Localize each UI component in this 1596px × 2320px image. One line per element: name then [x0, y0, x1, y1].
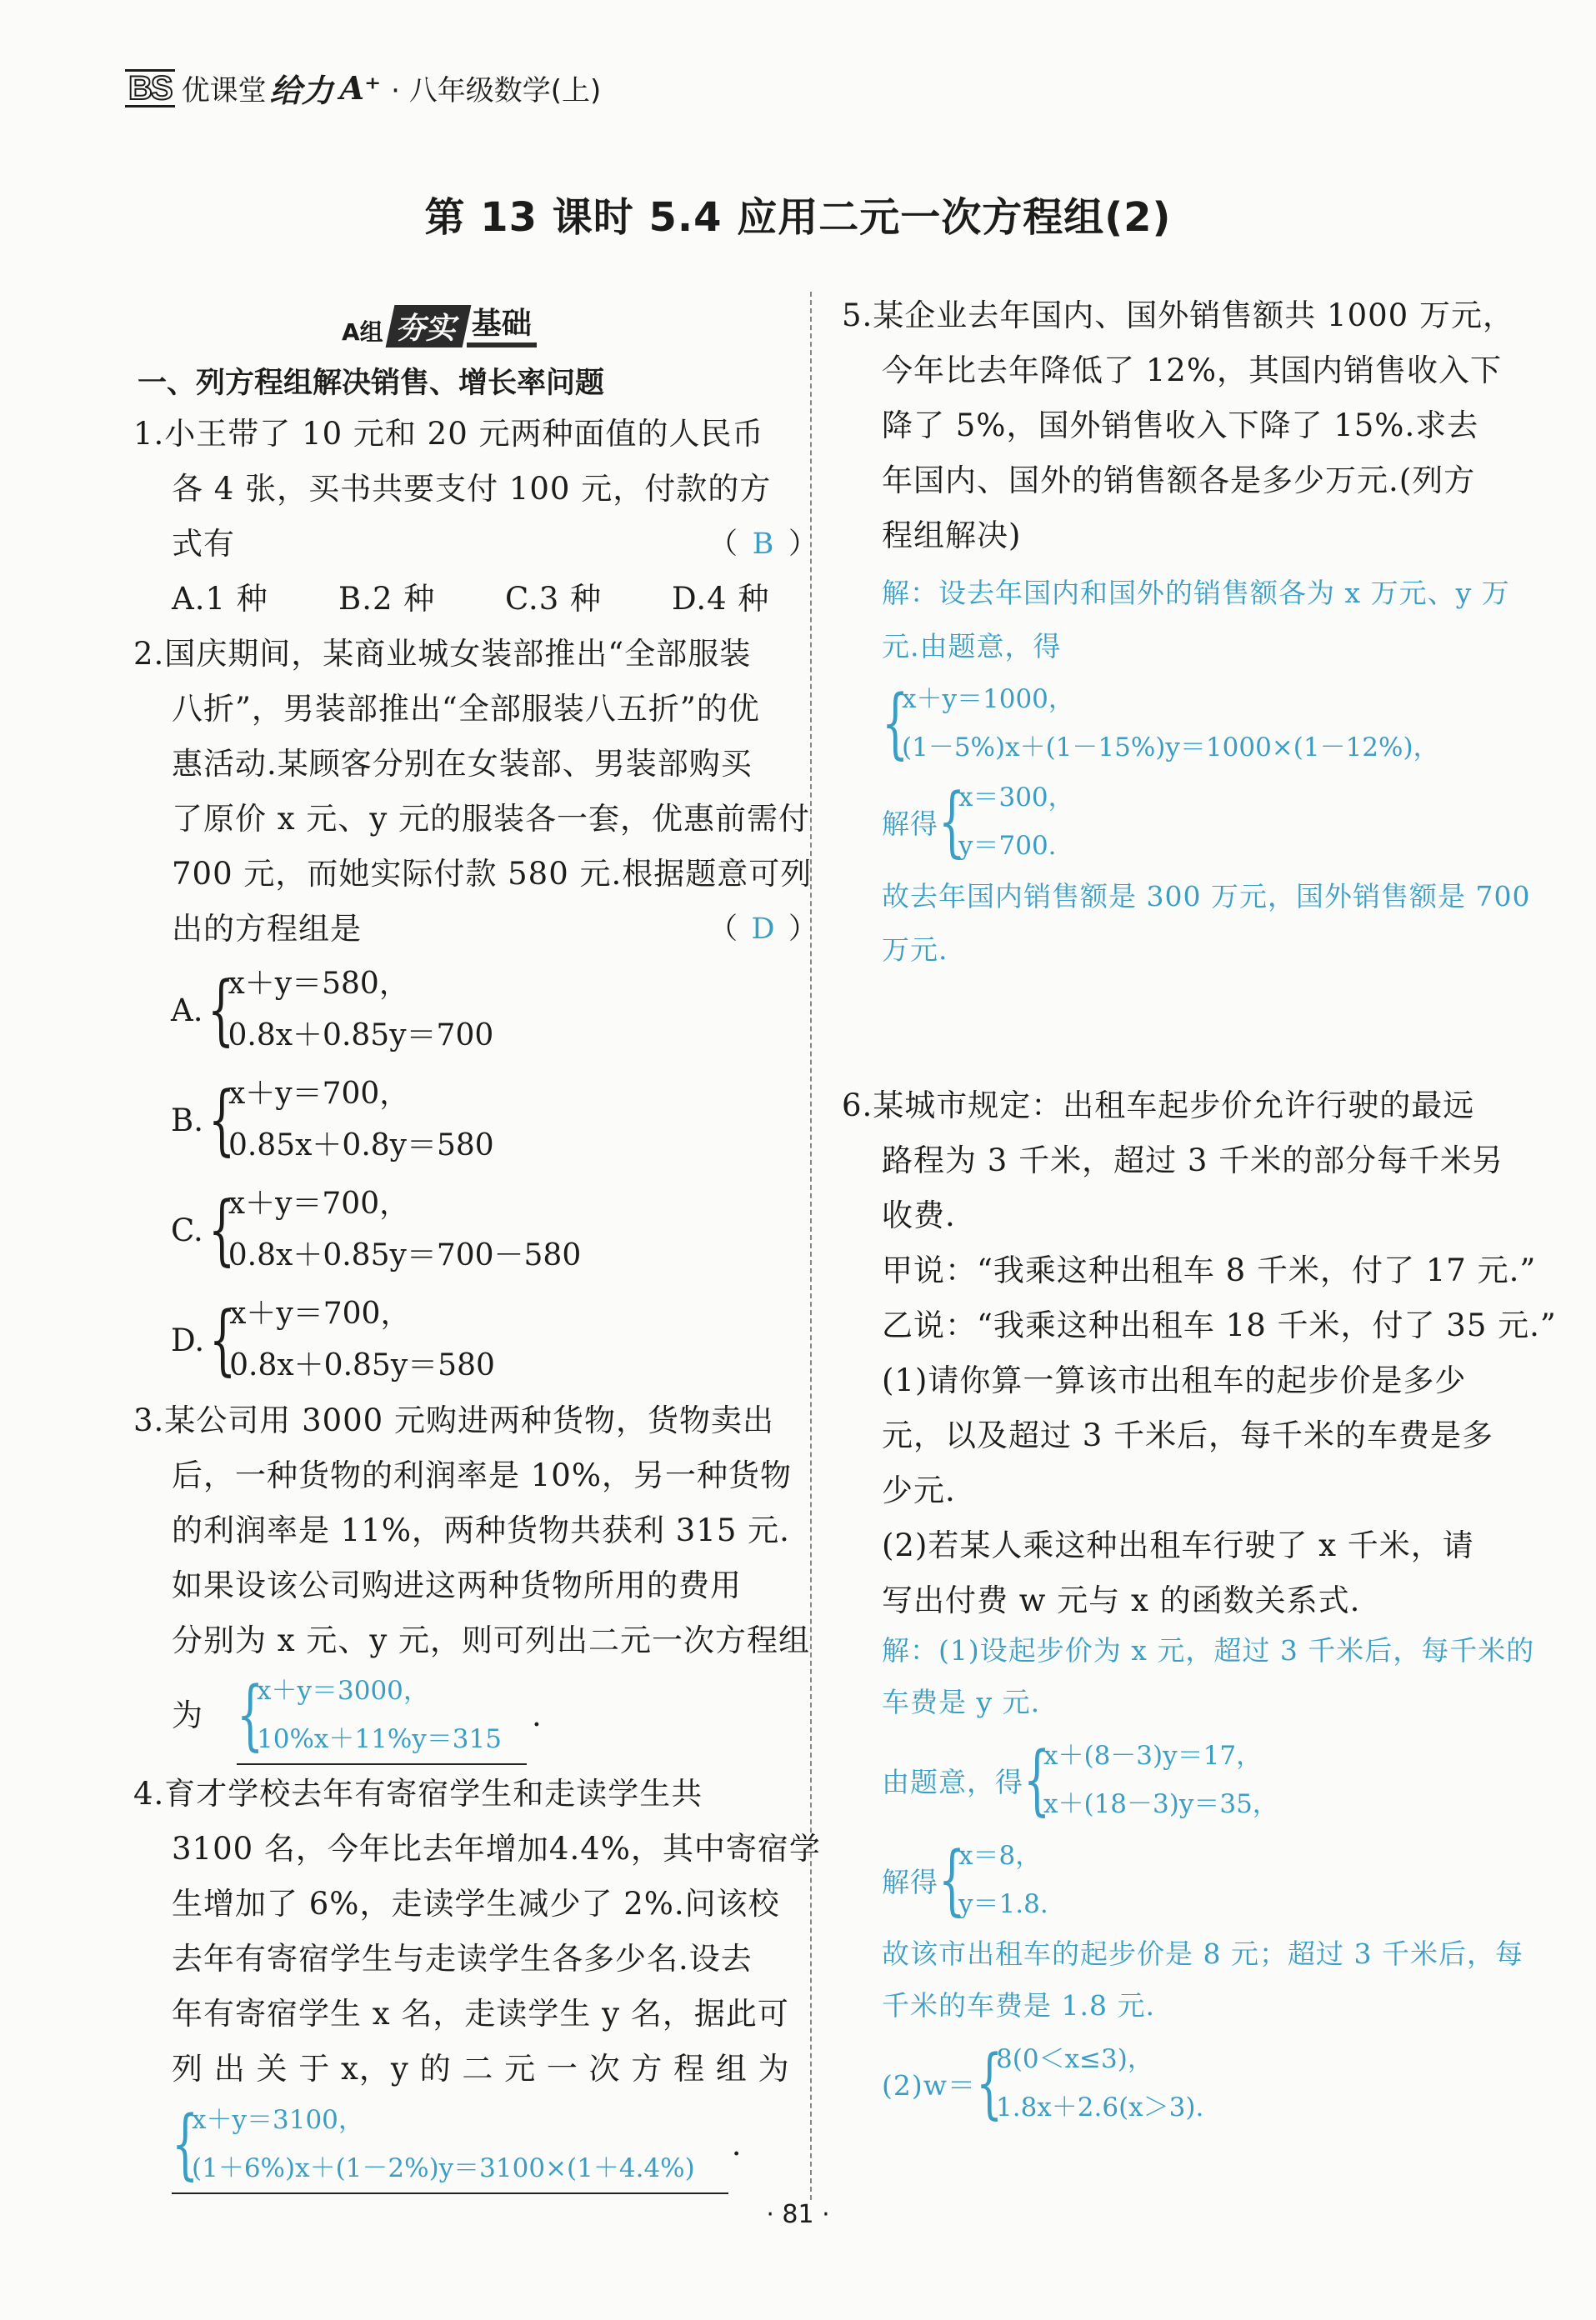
q3-suffix: . — [531, 1698, 543, 1733]
q6-line: (2)若某人乘这种出租车行驶了 x 千米，请 — [882, 1528, 1474, 1563]
q6-function — [882, 2035, 1534, 2132]
solved-label: 解得 — [882, 1865, 938, 1898]
question-3 — [133, 1393, 810, 1668]
q2-option-c — [171, 1178, 581, 1282]
question-5 — [842, 288, 1514, 563]
equation: x＋y＝700， — [228, 1187, 410, 1221]
q6-line: 少元. — [882, 1472, 956, 1508]
q1-line: 各 4 张，买书共要支付 100 元，付款的方 — [172, 471, 772, 507]
brace-icon: { — [1023, 1735, 1051, 1824]
q5-line: 程组解决) — [882, 518, 1022, 553]
conclusion-line: 万元. — [882, 933, 948, 966]
page-number: · 81 · — [766, 2200, 830, 2229]
group-label: A组 — [342, 318, 383, 346]
solved-label: 解得 — [882, 807, 938, 840]
series-name: 优课堂 — [181, 74, 267, 108]
brace-icon: { — [172, 2099, 199, 2188]
q3-prefix: 为 — [172, 1698, 203, 1733]
equation: 0.85x＋0.8y＝580 — [228, 1128, 494, 1162]
q4-answer — [172, 2096, 742, 2194]
q6-result — [882, 1832, 1534, 1928]
q2-option-a — [171, 958, 493, 1062]
question-2 — [133, 627, 819, 957]
q2-line: 了原价 x 元、y 元的服装各一套，优惠前需付 — [172, 801, 811, 837]
piecewise-equation: 8(0＜x≤3)， — [996, 2044, 1153, 2074]
by-label: 由题意，得 — [882, 1765, 1023, 1798]
answer-equation: x＋(8－3)y＝17， — [1043, 1741, 1263, 1771]
q1-answer-value: B — [752, 528, 775, 561]
answer-equation: x＋y＝3000， — [257, 1676, 429, 1706]
result-equation: x＝300， — [958, 782, 1074, 812]
q3-line: 如果设该公司购进这两种货物所用的费用 — [172, 1568, 742, 1603]
lesson-title: 第 13 课时 5.4 应用二元一次方程组(2) — [424, 194, 1172, 241]
q2-line — [133, 902, 819, 957]
q2-line: 700 元，而她实际付款 580 元.根据题意可列 — [172, 856, 813, 892]
answer-equation: x＋y＝1000， — [902, 684, 1074, 714]
q2-answer-value: D — [751, 912, 776, 946]
q4-line: 列 出 关 于 x，y 的 二 元 一 次 方 程 组 为 — [172, 2051, 790, 2087]
q5-system — [882, 675, 1530, 772]
section-heading: 一、列方程组解决销售、增长率问题 — [138, 367, 605, 400]
option-label: B. — [171, 1102, 203, 1138]
q4-line: 去年有寄宿学生与走读学生各多少名.设去 — [172, 1941, 753, 1977]
q6-line: 甲说：“我乘这种出租车 8 千米，付了 17 元.” — [882, 1252, 1537, 1288]
q6-line: 元，以及超过 3 千米后，每千米的车费是多 — [882, 1418, 1494, 1453]
answer-equation: x＋(18－3)y＝35， — [1043, 1789, 1278, 1819]
q4-answer-system — [172, 2096, 728, 2194]
q2-line: 惠活动.某顾客分别在女装部、男装部购买 — [172, 746, 753, 782]
brace-icon: { — [938, 1835, 966, 1924]
q3-answer — [172, 1667, 543, 1765]
book-name: · 八年级数学(上) — [391, 74, 602, 108]
q5-line: 年国内、国外的销售额各是多少万元.(列方 — [882, 462, 1476, 498]
solution-line: 解：设去年国内和国外的销售额各为 x 万元、y 万 — [882, 577, 1510, 609]
q6-line: 写出付费 w 元与 x 的函数关系式. — [882, 1582, 1361, 1618]
q3-line: 的利润率是 11%，两种货物共获利 315 元. — [172, 1512, 790, 1548]
q5-line: 5.某企业去年国内、国外销售额共 1000 万元， — [842, 298, 1514, 333]
book-header — [125, 65, 601, 111]
equation: x＋y＝700， — [228, 1077, 410, 1111]
result-equation: y＝1.8. — [958, 1889, 1048, 1919]
answer-equation: (1＋6%)x＋(1－2%)y＝3100×(1＋4.4%) — [192, 2153, 695, 2183]
q2-answer: （ D ） — [708, 902, 818, 957]
q1-option-b: B.2 种 — [338, 581, 436, 617]
q4-line: 生增加了 6%，走读学生减少了 2%.问该校 — [172, 1886, 780, 1922]
q1-line: 1.小王带了 10 元和 20 元两种面值的人民币 — [133, 416, 764, 452]
q3-line: 3.某公司用 3000 元购进两种货物，货物卖出 — [133, 1402, 774, 1438]
q3-answer-system — [237, 1667, 527, 1765]
q1-line — [133, 517, 838, 572]
brace-icon: { — [208, 1185, 235, 1274]
q6-line: 收费. — [882, 1198, 956, 1233]
q2-option-b — [171, 1068, 494, 1172]
group-main: 夯实 — [385, 305, 471, 348]
q3-line: 后，一种货物的利润率是 10%，另一种货物 — [172, 1458, 792, 1493]
part2-label: (2)w＝ — [882, 2068, 976, 2102]
q4-line: 3100 名，今年比去年增加4.4%，其中寄宿学 — [172, 1831, 821, 1867]
option-label: A. — [171, 992, 203, 1028]
q1-line-text: 式有 — [172, 526, 235, 562]
group-tail: 基础 — [467, 300, 537, 348]
group-badge — [342, 300, 537, 348]
solution-line: 元.由题意，得 — [882, 630, 1062, 662]
brace-icon: { — [882, 678, 909, 768]
brace-icon: { — [237, 1670, 264, 1759]
q6-system — [882, 1732, 1534, 1828]
brace-icon: { — [209, 1295, 237, 1384]
option-label: C. — [171, 1212, 203, 1248]
answer-equation: 10%x＋11%y＝315 — [257, 1724, 502, 1754]
piecewise-equation: 1.8x＋2.6(x＞3). — [996, 2092, 1204, 2122]
q5-line: 降了 5%，国外销售收入下降了 15%.求去 — [882, 408, 1479, 443]
q1-option-d: D.4 种 — [672, 581, 770, 617]
question-4 — [133, 1767, 821, 2097]
brand-mark: 给力 — [269, 72, 333, 109]
brand-plus: A⁺ — [339, 69, 382, 107]
conclusion-line: 千米的车费是 1.8 元. — [882, 1989, 1155, 2022]
result-equation: y＝700. — [958, 831, 1057, 861]
brace-icon: { — [976, 2038, 1003, 2128]
q4-line: 4.育才学校去年有寄宿学生和走读学生共 — [133, 1776, 703, 1812]
option-label: D. — [171, 1322, 205, 1358]
q5-result — [882, 773, 1530, 870]
q6-line: 6.某城市规定：出租车起步价允许行驶的最远 — [842, 1088, 1475, 1123]
equation: 0.8x＋0.85y＝700 — [228, 1018, 494, 1052]
q6-line: 乙说：“我乘这种出租车 18 千米，付了 35 元.” — [882, 1308, 1557, 1343]
q1-option-a: A.1 种 — [172, 581, 268, 617]
q1-options — [133, 572, 838, 627]
solution-line: 解：(1)设起步价为 x 元，超过 3 千米后，每千米的 — [882, 1634, 1535, 1667]
brace-icon: { — [208, 1075, 236, 1164]
q3-line: 分别为 x 元、y 元，则可列出二元一次方程组 — [172, 1622, 811, 1658]
q5-line: 今年比去年降低了 12%，其国内销售收入下 — [882, 352, 1502, 388]
q2-line: 2.国庆期间，某商业城女装部推出“全部服装 — [133, 636, 752, 672]
question-6 — [842, 1078, 1557, 1628]
answer-equation: x＋y＝3100， — [192, 2105, 364, 2135]
question-1 — [133, 407, 838, 627]
conclusion-line: 故去年国内销售额是 300 万元，国外销售额是 700 — [882, 880, 1531, 912]
solution-line: 车费是 y 元. — [882, 1686, 1041, 1718]
q2-line: 八折”，男装部推出“全部服装八五折”的优 — [172, 691, 760, 727]
answer-equation: (1－5%)x＋(1－15%)y＝1000×(1－12%)， — [902, 732, 1439, 762]
q1-option-c: C.3 种 — [505, 581, 603, 617]
q6-line: 路程为 3 千米，超过 3 千米的部分每千米另 — [882, 1142, 1504, 1178]
q5-solution — [882, 567, 1530, 977]
equation: 0.8x＋0.85y＝700－580 — [228, 1238, 582, 1272]
q1-answer: （ B ） — [708, 517, 818, 572]
brace-icon: { — [938, 777, 966, 866]
q2-line-text: 出的方程组是 — [172, 911, 362, 947]
q4-suffix: . — [731, 2127, 743, 2162]
conclusion-line: 故该市出租车的起步价是 8 元；超过 3 千米后，每 — [882, 1938, 1523, 1970]
equation: 0.8x＋0.85y＝580 — [229, 1348, 495, 1382]
equation: x＋y＝580， — [228, 967, 409, 1001]
q6-solution — [882, 1625, 1534, 2132]
q2-option-d — [171, 1288, 495, 1392]
result-equation: x＝8， — [958, 1841, 1042, 1871]
equation: x＋y＝700， — [229, 1297, 411, 1331]
q4-line: 年有寄宿学生 x 名，走读学生 y 名，据此可 — [172, 1996, 789, 2032]
series-logo: BS — [125, 69, 175, 108]
brace-icon: { — [208, 965, 235, 1054]
q6-line: (1)请你算一算该市出租车的起步价是多少 — [882, 1362, 1467, 1398]
